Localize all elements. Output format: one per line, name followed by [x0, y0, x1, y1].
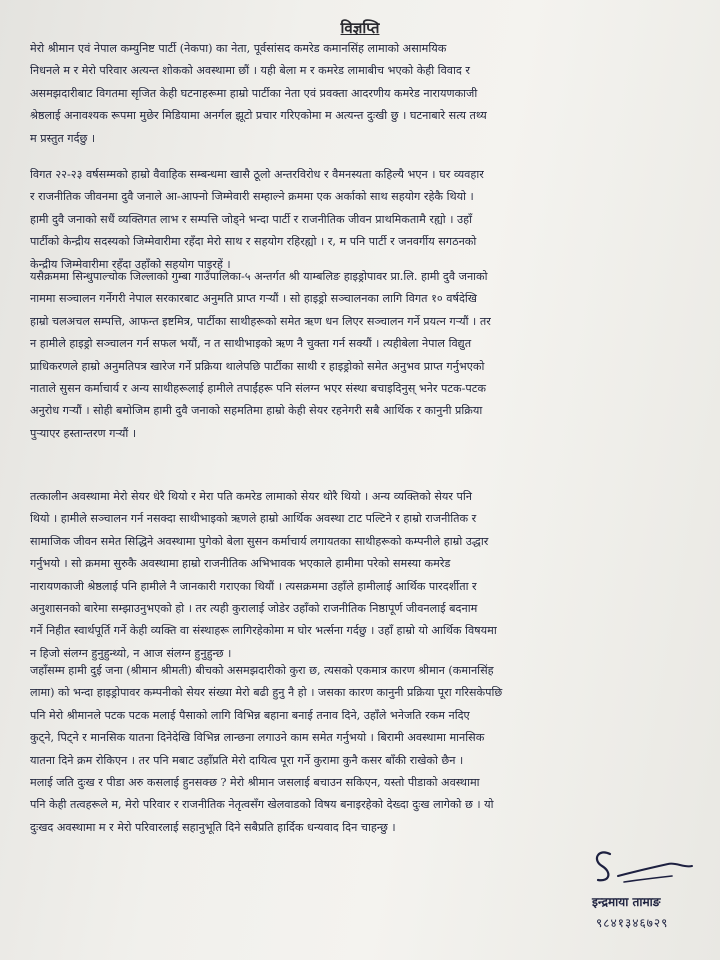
paragraph-line: निधनले म र मेरो परिवार अत्यन्त शोकको अवस्थामा छौं । यही बेला म र कमरेड लामाबीच भएको केही विवाद र	[30, 64, 470, 78]
paragraph-line: न हामीले हाइड्रो सञ्चालन गर्न सफल भयौं, न त साथीभाइको ऋण नै चुक्ता गर्न सक्यौं । त्यहीबेला नेपाल विद्युत	[30, 337, 472, 351]
document-title: विज्ञप्ति	[340, 19, 380, 37]
paragraph-line: न हिजो संलग्न हुनुहुन्थ्यो, न आज संलग्न हुनुहुन्छ ।	[30, 646, 232, 660]
paragraph-line: केन्द्रीय जिम्मेवारीमा रहँदा उहाँको सहयोग पाइरहें ।	[30, 257, 231, 271]
paragraph-2	[30, 164, 690, 276]
paragraph-line: थियो । हामीले सञ्चालन गर्न नसक्दा साथीभाइको ऋणले हाम्रो आर्थिक अवस्था टाट पल्टिने र हाम्रो राजनीतिक र	[30, 512, 477, 526]
paragraph-line: पनि मेरो श्रीमानले पटक पटक मलाई पैसाको लागि विभिन्न बहाना बनाई तनाव दिने, उहाँले भनेजति रकम नदिए	[30, 708, 470, 722]
paragraph-line: गर्ने निहीत स्वार्थपूर्ति गर्ने केही व्यक्ति वा संस्थाहरू लागिरहेकोमा म घोर भर्त्सना गर्दछु । उहाँ हाम्रो यो आर्थिक विषयमा	[30, 624, 497, 638]
paragraph-3	[30, 266, 690, 445]
paragraph-line: मेरो श्रीमान एवं नेपाल कम्युनिष्ट पार्टी (नेकपा) का नेता, पूर्वसांसद कमरेड कमानसिंह लामाको असामयिक	[30, 42, 447, 55]
paragraph-line: लामा) को भन्दा हाइड्रोपावर कम्पनीको सेयर संख्या मेरो बढी हुनु नै हो । जसका कारण कानुनी प्रक्रिया पूरा गरिसकेपछि	[30, 686, 503, 700]
paragraph-line: प्राधिकरणले हाम्रो अनुमतिपत्र खारेज गर्ने प्रक्रिया थालेपछि पार्टीका साथी र हाइड्रोको समेत अनुभव प्राप्त गर्नुभएको	[30, 359, 485, 373]
signatory-name: इन्द्रमाया तामाङ	[592, 895, 661, 909]
paragraph-line: नाताले सुसन कर्माचार्य र अन्य साथीहरूलाई हामीले तपाईंहरू पनि संलग्न भएर संस्था बचाइदिनुस् भनेर पटक-पटक	[30, 382, 486, 396]
paragraph-line: पनि केही तत्वहरूले म, मेरो परिवार र राजनीतिक नेतृत्वसँग खेलवाडको विषय बनाइरहेको देख्दा दुःख लागेको छ । यो	[30, 798, 494, 812]
paragraph-line: र राजनीतिक जीवनमा दुवै जनाले आ-आफ्नो जिम्मेवारी सम्हाल्ने क्रममा एक अर्काको साथ सहयोग रहेकै थियो ।	[30, 190, 474, 204]
paragraph-line: असमझदारीबाट विगतमा सृजित केही घटनाहरूमा हाम्रो पार्टीका नेता एवं प्रवक्ता आदरणीय कमरेड नारायणकाजी	[30, 86, 478, 100]
paragraph-line: विगत २२-२३ वर्षसम्मको हाम्रो वैवाहिक सम्बन्धमा खासै ठूलो अन्तरविरोध र वैमनस्यता कहिल्यै भएन । घर व्यवहार	[30, 168, 484, 181]
signatory-phone: ९८४१३४६७२९	[596, 916, 669, 930]
paragraph-line: यातना दिने क्रम रोकिएन । तर पनि मबाट उहाँप्रति मेरो दायित्व पूरा गर्ने कुरामा कुनै कसर बाँकी राखेको छैन ।	[30, 753, 464, 767]
paragraph-line: तत्कालीन अवस्थामा मेरो सेयर धेरै थियो र मेरा पति कमरेड लामाको सेयर थोरै थियो । अन्य व्यक्तिको सेयर पनि	[30, 490, 472, 503]
paragraph-line: पुर्‍याएर हस्तान्तरण गर्‍यौं ।	[30, 426, 137, 440]
paragraph-line: गर्नुभयो । सो क्रममा सुरुकै अवस्थामा हाम्रो राजनीतिक अभिभावक भएकाले हामीमा परेको समस्या कमरेड	[30, 557, 451, 571]
paragraph-line: नाममा सञ्चालन गर्नेगरी नेपाल सरकारबाट अनुमति प्राप्त गर्‍यौं । सो हाइड्रो सञ्चालनका लागि विगत १० वर्षदेखि	[30, 292, 477, 306]
paragraph-line: हामी दुवै जनाको सधैं व्यक्तिगत लाभ र सम्पत्ति जोड्ने भन्दा पार्टी र राजनीतिक जीवन प्राथमिकतामै रह्यो । उहाँ	[30, 212, 473, 226]
paragraph-4	[30, 486, 690, 665]
paragraph-line: हाम्रो चलअचल सम्पत्ति, आफन्त इष्टमित्र, पार्टीका साथीहरूको समेत ऋण धन लिएर सञ्चालन गर्ने प्रयत्न गर्‍यौं । तर	[30, 314, 491, 328]
paragraph-line: अनुशासनको बारेमा सम्झाउनुभएको हो । तर त्यही कुरालाई जोडेर उहाँको राजनीतिक निष्ठापूर्ण जीवनलाई बदनाम	[30, 602, 478, 616]
paragraph-line: पार्टीको केन्द्रीय सदस्यको जिम्मेवारीमा रहँदा मेरो साथ र सहयोग रहिरह्यो । र, म पनि पार्टी र जनवर्गीय सगठनको	[30, 235, 477, 249]
paragraph-line: अनुरोध गर्‍यौं । सोही बमोजिम हामी दुवै जनाको सहमतिमा हाम्रो केही सेयर रहनेगरी सबै आर्थिक र कानुनी प्रक्रिया	[30, 404, 483, 418]
paragraph-line: श्रेष्ठलाई अनावश्यक रूपमा मुछेर मिडियामा अनर्गल झूटो प्रचार गरिएकोमा म अत्यन्त दुःखी छु । घटनाबारे सत्य तथ्य	[30, 109, 487, 123]
paragraph-5	[30, 660, 690, 839]
paragraph-line: नारायणकाजी श्रेष्ठलाई पनि हामीले नै जानकारी गराएका थियौं । त्यसक्रममा उहाँले हामीलाई आर्थिक पारदर्शीता र	[30, 579, 477, 593]
paragraph-1	[30, 38, 690, 150]
paragraph-line: यसैक्रममा सिन्धुपाल्चोक जिल्लाको गुम्बा गाउँपालिका-५ अन्तर्गत श्री याम्बलिङ हाइड्रोपावर प्रा.लि. हामी दुवै जनाको	[30, 270, 488, 283]
paragraph-line: दुःखद अवस्थामा म र मेरो परिवारलाई सहानुभूति दिने सबैप्रति हार्दिक धन्यवाद दिन चाहन्छु ।	[30, 820, 396, 834]
paragraph-line: कुट्ने, पिट्ने र मानसिक यातना दिनेदेखि विभिन्न लान्छना लगाउने काम समेत गर्नुभयो । बिरामी अवस्थामा मानसिक	[30, 731, 485, 745]
paragraph-line: सामाजिक जीवन समेत सिद्धिने अवस्थामा पुगेको बेला सुसन कर्माचार्य लगायतका साथीहरूको कम्पनीले हाम्रो उद्धार	[30, 534, 489, 548]
paragraph-line: जहाँसम्म हामी दुई जना (श्रीमान श्रीमती) बीचको असमझदारीको कुरा छ, त्यसको एकमात्र कारण श्रीमान (कमानसिंह	[30, 664, 494, 677]
paragraph-line: म प्रस्तुत गर्दछु ।	[30, 131, 96, 145]
paragraph-line: मलाई जति दुःख र पीडा अरु कसलाई हुनसक्छ ? मेरो श्रीमान जसलाई बचाउन सकिएन, यस्तो पीडाको अवस्थामा	[30, 776, 480, 790]
handwritten-signature	[588, 842, 698, 892]
